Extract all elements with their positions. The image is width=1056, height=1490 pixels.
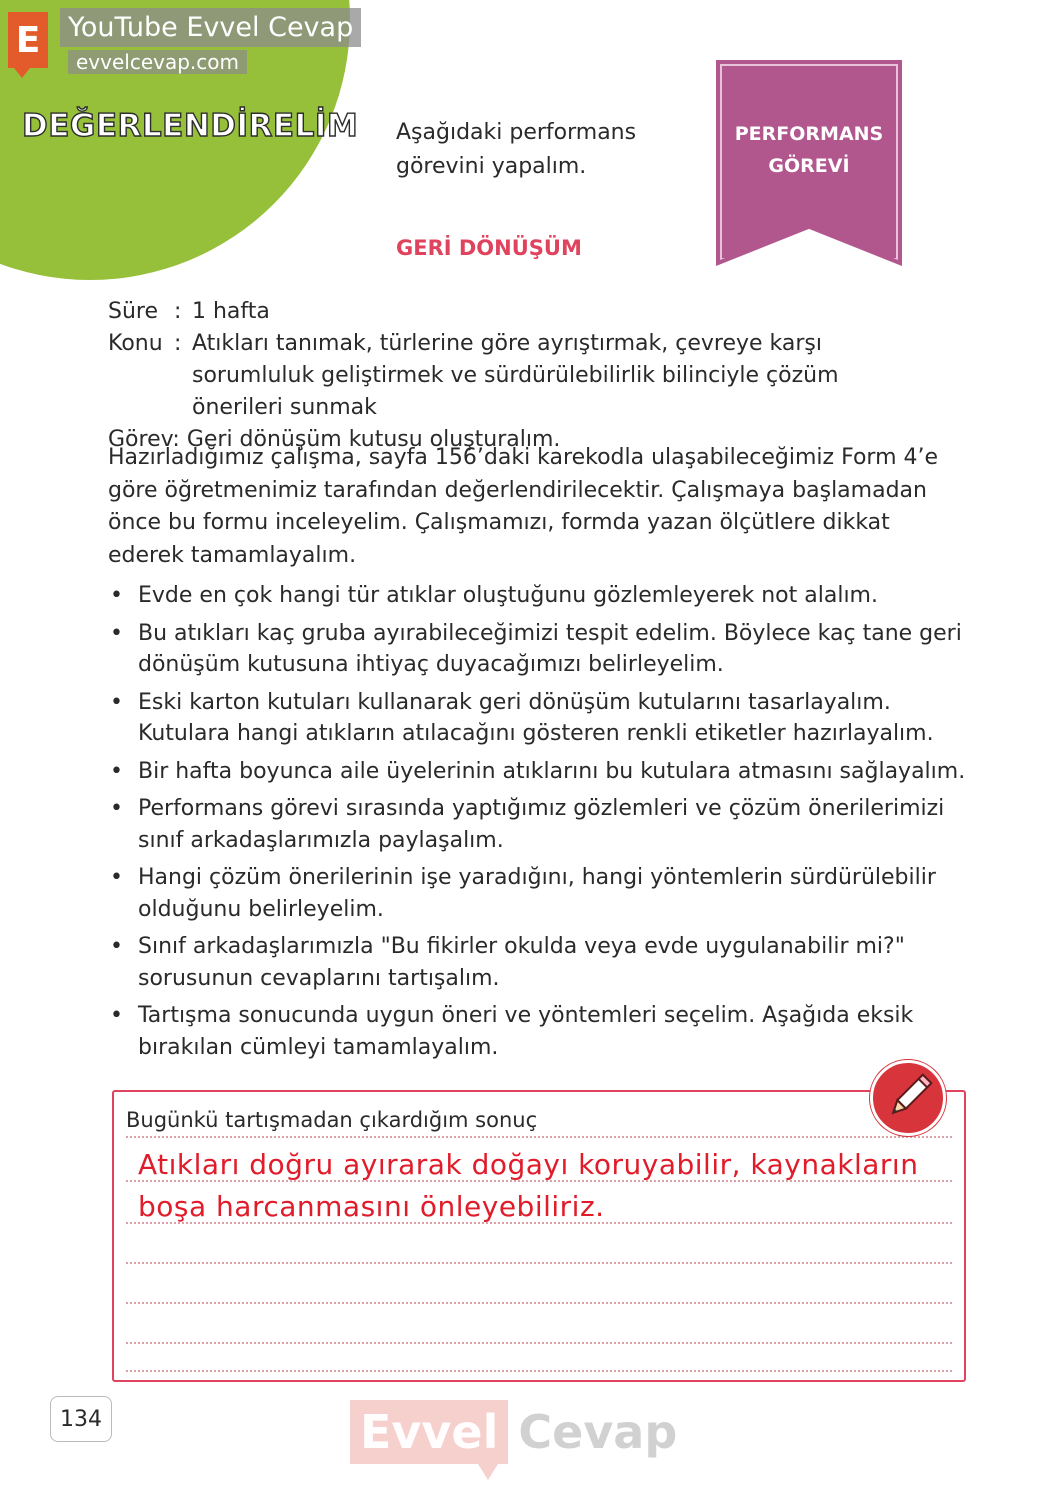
bullet-icon: • — [110, 796, 123, 821]
performance-ribbon — [716, 60, 902, 266]
list-item-text: Hangi çözüm önerilerinin işe yaradığını, hangi yöntemlerin sürdürülebilir olduğunu belirleyelim. — [138, 865, 936, 922]
bullet-list — [108, 580, 968, 1069]
dotted-line — [126, 1136, 952, 1138]
list-item — [108, 793, 968, 856]
dotted-line — [126, 1342, 952, 1344]
evaluation-paragraph: Hazırladığımız çalışma, sayfa 156’daki karekodla ulaşabileceğimiz Form 4’e göre öğretmenimiz tarafından değerlendirilecektir. Çalışmaya başlamadan önce bu formu inceleyelim. Çalışmamızı, formda yazan ölçütlere dikkat ederek tamamlayalım. — [108, 445, 939, 568]
list-item-text: Sınıf arkadaşlarımızla "Bu fikirler okulda veya evde uygulanabilir mi?" sorusunun cevaplarını tartışalım. — [138, 934, 905, 991]
dotted-line — [126, 1370, 952, 1372]
answer-box[interactable] — [112, 1090, 966, 1382]
list-item — [108, 580, 968, 612]
konu-key: Konu — [108, 331, 163, 356]
konu-row — [108, 328, 932, 424]
bullet-icon: • — [110, 583, 123, 608]
answer-handwriting: Atıkları doğru ayırarak doğayı koruyabilir, kaynakların boşa harcanmasını önleyebiliriz. — [138, 1148, 919, 1223]
list-item — [108, 862, 968, 925]
ribbon-label — [716, 118, 902, 182]
list-item-text: Performans görevi sırasında yaptığımız gözlemleri ve çözüm önerilerimizi sınıf arkadaşlarımızla paylaşalım. — [138, 796, 945, 853]
list-item-text: Evde en çok hangi tür atıklar oluştuğunu gözlemleyerek not alalım. — [138, 583, 878, 608]
task-info — [108, 296, 932, 456]
list-item — [108, 756, 968, 788]
footer-cevap: Cevap — [518, 1405, 678, 1459]
bullet-icon: • — [110, 758, 123, 784]
bullet-icon: • — [110, 934, 123, 959]
list-item — [108, 687, 968, 750]
konu-value: Atıkları tanımak, türlerine göre ayrıştırmak, çevreye karşı sorumluluk geliştirmek ve sürdürülebilirlik bilinciyle çözüm önerileri sunmak — [192, 331, 839, 420]
list-item-text: Bir hafta boyunca aile üyelerinin atıklarını bu kutulara atmasını sağlayalım. — [138, 758, 966, 784]
dotted-line — [126, 1302, 952, 1304]
ribbon-line2: GÖREVİ — [768, 155, 850, 177]
page-number: 134 — [50, 1396, 112, 1442]
evvel-logo-icon: E — [8, 12, 48, 68]
sure-key: Süre — [108, 299, 159, 324]
bullet-icon: • — [110, 689, 123, 715]
list-item-text: Tartışma sonucunda uygun öneri ve yöntemleri seçelim. Aşağıda eksik bırakılan cümleyi tamamlayalım. — [138, 1003, 914, 1060]
pencil-svg — [873, 1063, 943, 1133]
corner-title: DEĞERLENDİRELİM — [22, 108, 359, 144]
list-item-text: Bu atıkları kaç gruba ayırabileceğimizi tespit edelim. Böylece kaç tane geri dönüşüm kutusuna ihtiyaç duyacağımızı belirleyelim. — [138, 620, 962, 677]
answer-prompt: Bugünkü tartışmadan çıkardığım sonuç — [126, 1108, 543, 1132]
gorev-row: Görev: Geri dönüşüm kutusu oluşturalım. — [108, 427, 561, 452]
ribbon-line1: PERFORMANS — [734, 123, 884, 145]
sure-value: 1 hafta — [192, 299, 270, 324]
section-title: GERİ DÖNÜŞÜM — [396, 236, 582, 260]
bullet-icon: • — [110, 620, 123, 646]
bullet-icon: • — [110, 865, 123, 890]
intro-text: Aşağıdaki performans görevini yapalım. — [396, 120, 637, 179]
separator: : — [174, 299, 182, 324]
dotted-line — [126, 1262, 952, 1264]
sure-row — [108, 296, 932, 328]
footer-evvel: Evvel — [350, 1400, 508, 1464]
watermark-site: evvelcevap.com — [68, 50, 247, 74]
list-item-text: Eski karton kutuları kullanarak geri dönüşüm kutularını tasarlayalım. Kutulara hangi atıkların atılacağını gösteren renkli etiketler hazırlayalım. — [138, 689, 934, 746]
list-item — [108, 931, 968, 994]
separator: : — [174, 331, 182, 356]
watermark-channel: YouTube Evvel Cevap — [60, 8, 361, 47]
list-item — [108, 618, 968, 681]
list-item — [108, 1000, 968, 1063]
bullet-icon: • — [110, 1003, 123, 1028]
footer-watermark — [350, 1400, 677, 1464]
pencil-icon — [870, 1060, 946, 1136]
